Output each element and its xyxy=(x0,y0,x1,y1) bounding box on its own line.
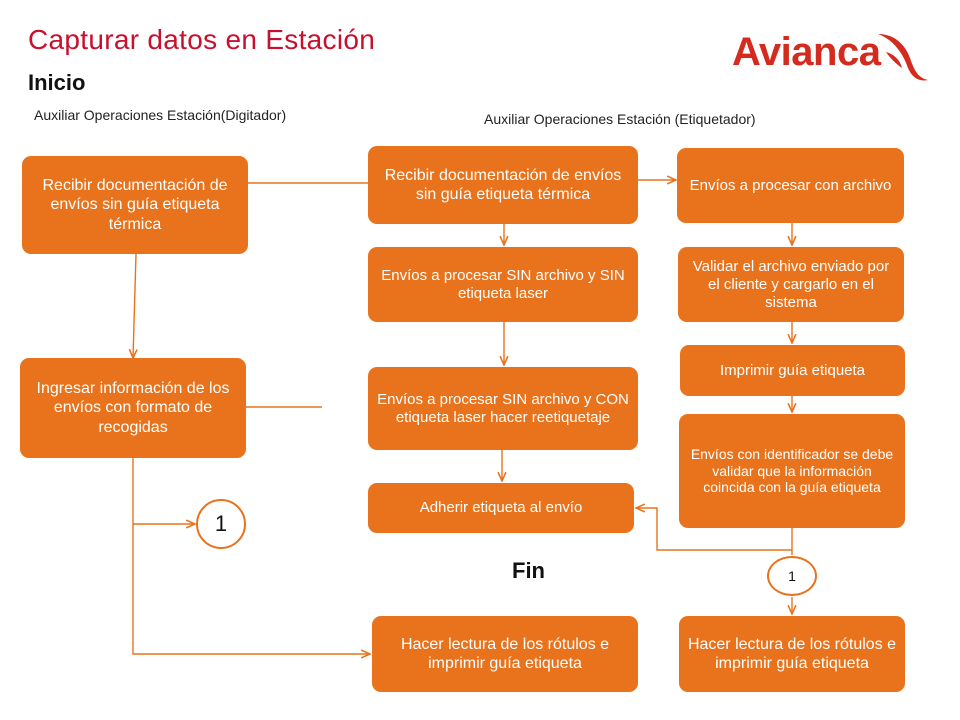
node-con-archivo: Envíos a procesar con archivo xyxy=(677,148,904,223)
connector-left: 1 xyxy=(196,499,246,549)
connector-right: 1 xyxy=(767,556,817,596)
node-sin-archivo-sin-laser: Envíos a procesar SIN archivo y SIN etiqueta laser xyxy=(368,247,638,322)
arrow-ingresar-to-lectura xyxy=(133,458,370,654)
inicio-label: Inicio xyxy=(28,70,86,95)
arrow-recibir-to-ingresar xyxy=(133,254,136,358)
fin-label: Fin xyxy=(512,558,545,583)
node-identificador: Envíos con identificador se debe validar que la información coincida con la guía etiqueta xyxy=(679,414,905,528)
page-title: Capturar datos en Estación xyxy=(28,24,376,55)
node-sin-archivo-con-laser: Envíos a procesar SIN archivo y CON etiqueta laser hacer reetiquetaje xyxy=(368,367,638,450)
node-hacer-lectura-right: Hacer lectura de los rótulos e imprimir guía etiqueta xyxy=(679,616,905,692)
lane-label-etiquetador: Auxiliar Operaciones Estación (Etiquetador) xyxy=(484,111,756,127)
node-recibir-mid: Recibir documentación de envíos sin guía etiqueta térmica xyxy=(368,146,638,224)
node-imprimir: Imprimir guía etiqueta xyxy=(680,345,905,396)
lane-label-digitador: Auxiliar Operaciones Estación(Digitador) xyxy=(34,107,287,123)
node-hacer-lectura-mid: Hacer lectura de los rótulos e imprimir guía etiqueta xyxy=(372,616,638,692)
node-recibir-left: Recibir documentación de envíos sin guía etiqueta térmica xyxy=(22,156,248,254)
node-validar: Validar el archivo enviado por el cliente y cargarlo en el sistema xyxy=(678,247,904,322)
node-adherir: Adherir etiqueta al envío xyxy=(368,483,634,533)
node-ingresar: Ingresar información de los envíos con formato de recogidas xyxy=(20,358,246,458)
logo-wordmark: Avianca xyxy=(732,30,881,74)
